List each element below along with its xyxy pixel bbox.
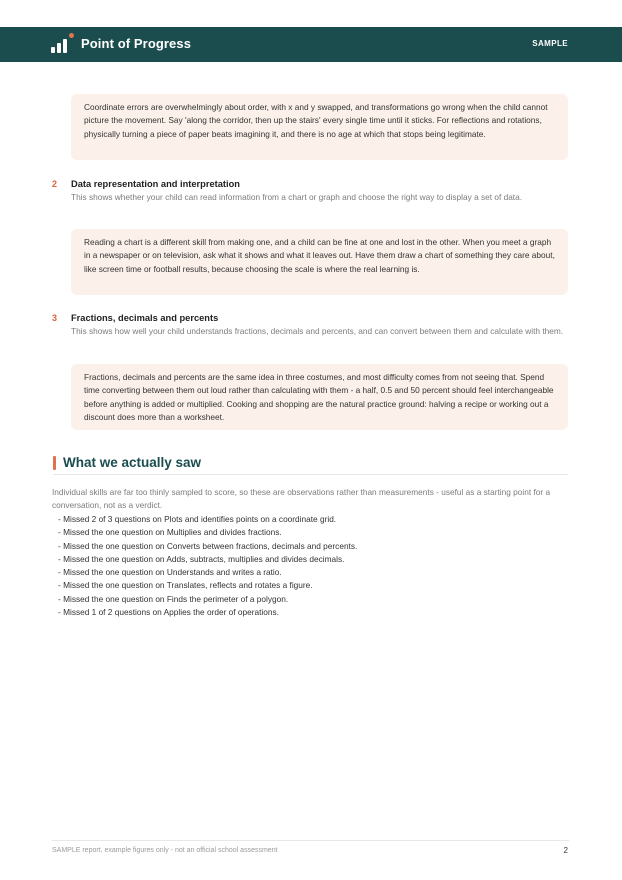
section-number: 3 xyxy=(52,313,58,323)
list-item: - Missed the one question on Translates, reflects and rotates a figure. xyxy=(58,580,313,591)
coordinate-tips-note: Coordinate errors are overwhelmingly about order, with x and y swapped, and transformations go wrong when the child cannot picture the movement. Say 'along the corridor, then up the stairs' every single time until it sticks. For reflections and rotations, physically turning a piece of paper beats imagining it, and there is no age at which that stops being legitimate. xyxy=(71,94,568,160)
list-item: - Missed the one question on Adds, subtracts, multiplies and divides decimals. xyxy=(58,553,345,564)
section-title: Data representation and interpretation xyxy=(71,179,240,189)
observations-heading: What we actually saw xyxy=(63,455,202,470)
observations-list xyxy=(58,513,357,619)
page-number: 2 xyxy=(563,846,568,855)
observations-intro: Individual skills are far too thinly sampled to score, so these are observations rather than measurements - useful as a starting point for a conversation, not as a verdict. xyxy=(52,487,551,511)
brand-name: Point of Progress xyxy=(81,36,192,51)
report-header xyxy=(0,27,622,62)
list-item: - Missed 2 of 3 questions on Plots and identifies points on a coordinate grid. xyxy=(58,514,337,524)
list-item: - Missed the one question on Finds the perimeter of a polygon. xyxy=(58,593,289,604)
heading-divider xyxy=(53,474,568,475)
section-title: Fractions, decimals and percents xyxy=(71,313,219,323)
list-item: - Missed the one question on Understands and writes a ratio. xyxy=(58,567,282,578)
footer-disclaimer: SAMPLE report, example figures only - not an official school assessment xyxy=(52,847,278,854)
section-note: Fractions, decimals and percents are the same idea in three costumes, and most difficulty comes from not seeing that. Spend time converting between them out loud rather than calculating with them - a half, 0.5 and 50 percent should feel interchangeable before anything is added or multiplied. Cooking and shopping are the natural practice ground: halving a recipe or working out a discount does more than a worksheet. xyxy=(71,364,568,430)
section-description: This shows whether your child can read information from a chart or graph and choose the right way to display a set of data. xyxy=(71,192,523,202)
section-description: This shows how well your child understands fractions, decimals and percents, and can convert between them and calculate with them. xyxy=(71,326,564,336)
footer-divider xyxy=(52,840,569,841)
heading-accent-bar xyxy=(53,456,56,470)
list-item: - Missed the one question on Converts between fractions, decimals and percents. xyxy=(58,540,358,551)
sample-label: SAMPLE xyxy=(532,39,568,48)
section-number: 2 xyxy=(52,179,58,189)
bar-chart-logo-icon xyxy=(51,35,73,53)
list-item: - Missed 1 of 2 questions on Applies the order of operations. xyxy=(58,607,279,618)
list-item: - Missed the one question on Multiplies and divides fractions. xyxy=(58,527,282,538)
section-note: Reading a chart is a different skill from making one, and a child can be fine at one and lost in the other. When you meet a graph in a newspaper or on television, ask what it shows and what it leaves out. Have them draw a chart of something they care about, like screen time or football results, because choosing the scale is where the real learning is. xyxy=(71,229,568,295)
